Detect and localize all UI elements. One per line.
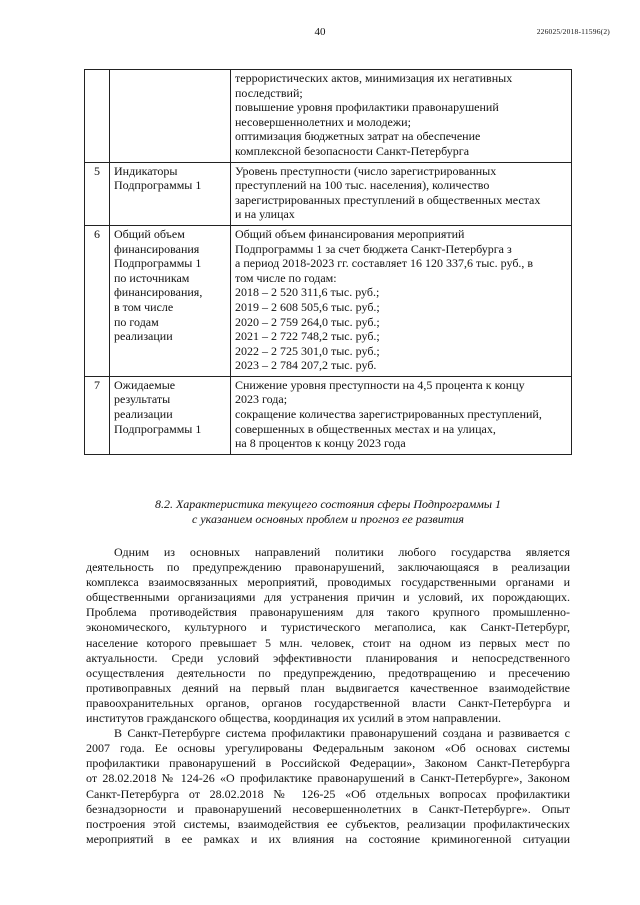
label-line: Индикаторы [114, 163, 178, 178]
value-line: повышение уровня профилактики правонарушений [235, 100, 499, 115]
value-line: а период 2018-2023 гг. составляет 16 120 337,6 тыс. руб., в [235, 256, 534, 271]
row-value [231, 70, 572, 163]
body-line: мероприятий в ее рамках и их влияния на состояние криминогенной ситуации [86, 831, 570, 846]
label-line: финансирования [114, 241, 200, 256]
page-number: 40 [314, 26, 326, 38]
value-line: на 8 процентов к концу 2023 года [235, 436, 406, 451]
body-line: от 28.02.2018 № 124-26 «О профилактике правонарушений в Санкт-Петербурге», Законом [86, 771, 570, 786]
row-value [231, 376, 572, 454]
body-line: В Санкт-Петербурге система профилактики правонарушений создана и развивается с [114, 726, 570, 741]
body-line: профилактики правонарушений в Российской Федерации», Законом Санкт-Петербурга [86, 756, 570, 771]
row-value [231, 225, 572, 376]
value-line: 2018 – 2 520 311,6 тыс. руб.; [235, 285, 380, 300]
label-line: по годам [114, 314, 159, 329]
value-line: сокращение количества зарегистрированных преступлений, [235, 407, 542, 422]
heading-line: 8.2. Характеристика текущего состояния сферы Подпрограммы 1 [154, 497, 502, 511]
row-label [110, 376, 231, 454]
body-line: Одним из основных направлений политики любого государства является [114, 545, 570, 559]
value-line: Уровень преступности (число зарегистрированных [235, 163, 497, 178]
value-line: последствий; [235, 85, 303, 100]
label-line: реализации [114, 329, 173, 344]
value-line: преступлений на 100 тыс. населения), количество [235, 178, 490, 193]
row-number: 7 [85, 376, 110, 454]
body-line: экономического, культурного и туристического мегаполиса, как Санкт-Петербург, [86, 620, 570, 635]
subprogram-passport-table [84, 69, 572, 455]
body-paragraphs [86, 545, 570, 847]
body-line: деятельность по предупреждению правонарушений, заключающаяся в реализации [86, 560, 570, 575]
table-row [85, 225, 572, 376]
body-line: осуществления деятельности по предупреждению, предотвращению и пресечению [86, 665, 570, 680]
label-line: финансирования, [114, 285, 203, 300]
body-line: Санкт-Петербурга от 28.02.2018 № 126-25 «Об отдельных вопросах профилактики [86, 786, 570, 801]
value-line: Общий объем финансирования мероприятий [235, 226, 465, 241]
document-code: 226025/2018-11596(2) [536, 27, 610, 36]
value-line: том числе по годам: [235, 270, 337, 285]
value-line: Снижение уровня преступности на 4,5 процента к концу [235, 377, 525, 392]
body-line: правоохранительных органов, органов государственной власти Санкт-Петербурга и [86, 695, 570, 710]
value-line: оптимизация бюджетных затрат на обеспечение [235, 129, 481, 144]
value-line: несовершеннолетних и молодежи; [235, 114, 411, 129]
row-label [110, 225, 231, 376]
body-line: противоправных деяний на первый план выдвигается качественное взаимодействие [86, 680, 570, 695]
section-heading [84, 497, 572, 527]
value-line: террористических актов, минимизация их негативных [235, 71, 513, 85]
value-line: 2019 – 2 608 505,6 тыс. руб.; [235, 299, 380, 314]
value-line: совершенных в общественных местах и на улицах, [235, 421, 496, 436]
body-line: Проблема противодействия правонарушениям для такого крупного промышленно- [86, 605, 570, 620]
body-line: общественными организациями для устранения причин и условий, их порождающих. [86, 590, 570, 605]
heading-line: с указанием основных проблем и прогноз ее развития [192, 512, 464, 526]
body-line: население которого превышает 5 млн. человек, стоит на одном из первых мест по [86, 635, 570, 650]
row-number: 6 [85, 225, 110, 376]
label-line: Подпрограммы 1 [114, 421, 202, 436]
label-line: по источникам [114, 270, 190, 285]
value-line: 2023 – 2 784 207,2 тыс. руб. [235, 358, 377, 373]
body-line: построения этой системы, взаимодействия ее субъектов, реализации профилактических [86, 816, 570, 831]
label-line: Ожидаемые [114, 377, 176, 392]
value-line: комплексной безопасности Санкт-Петербурга [235, 143, 470, 158]
body-line: институтов гражданского общества, координация их усилий в этом направлении. [86, 711, 502, 726]
row-label [110, 162, 231, 225]
table-row [85, 376, 572, 454]
value-line: 2023 года; [235, 392, 288, 407]
body-line: актуальности. Среди условий эффективности планирования и непосредственного [86, 650, 570, 665]
row-number [85, 70, 110, 163]
body-line: 2007 года. Ее основы урегулированы Федеральным законом «Об основах системы [86, 741, 570, 756]
value-line: 2022 – 2 725 301,0 тыс. руб.; [235, 343, 380, 358]
body-line: безнадзорности и правонарушений несовершеннолетних в Санкт-Петербурге». Опыт [86, 801, 570, 816]
value-line: 2020 – 2 759 264,0 тыс. руб.; [235, 314, 380, 329]
value-line: и на улицах [235, 207, 295, 222]
value-line: зарегистрированных преступлений в общественных местах [235, 192, 541, 207]
value-line: Подпрограммы 1 за счет бюджета Санкт-Петербурга з [235, 241, 512, 256]
label-line: Общий объем [114, 226, 185, 241]
row-label [110, 70, 231, 163]
body-line: комплекса взаимосвязанных мероприятий, проводимых государственными органами и [86, 575, 570, 590]
table-row [85, 162, 572, 225]
label-line: в том числе [114, 299, 174, 314]
row-value [231, 162, 572, 225]
label-line: реализации [114, 407, 173, 422]
label-line: Подпрограммы 1 [114, 178, 202, 193]
value-line: 2021 – 2 722 748,2 тыс. руб.; [235, 329, 380, 344]
label-line: Подпрограммы 1 [114, 256, 202, 271]
label-line: результаты [114, 392, 171, 407]
table-row [85, 70, 572, 163]
row-number: 5 [85, 162, 110, 225]
